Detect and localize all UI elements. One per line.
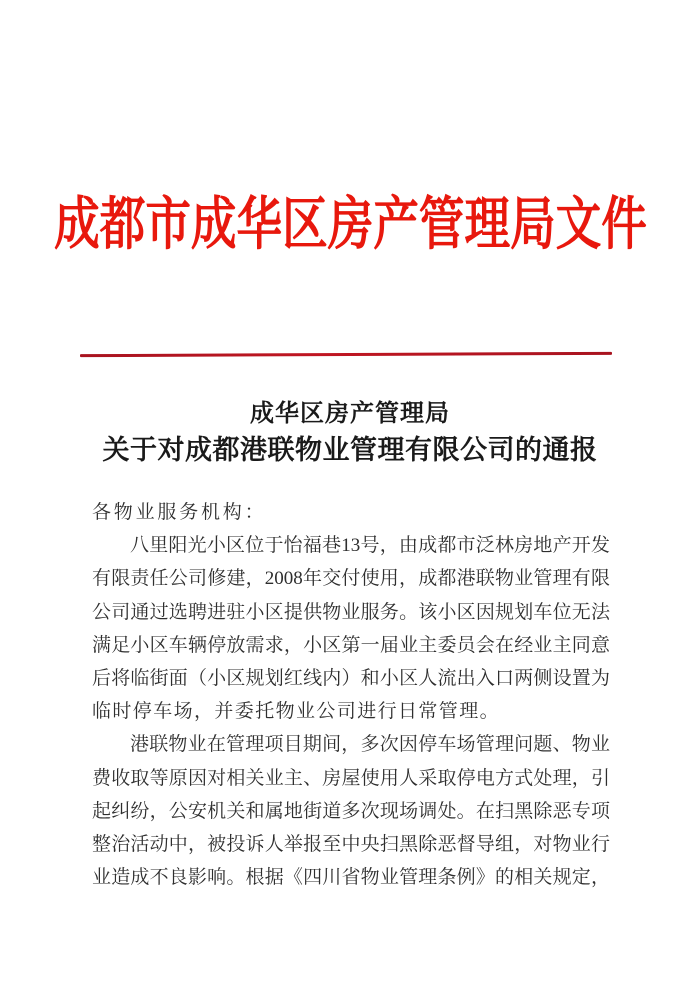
banner-title-text: 成都市成华区房产管理局文件 (53, 193, 647, 257)
body-line: 整治活动中，被投诉人举报至中央扫黑除恶督导组，对物业行 (92, 833, 610, 855)
body-line: 临时停车场，并委托物业公司进行日常管理。 (92, 701, 501, 723)
document-title-line2: 关于对成都港联物业管理有限公司的通报 (102, 435, 598, 465)
document-banner (0, 186, 700, 257)
salutation-line: 各物业服务机构： (92, 502, 267, 523)
body-line: 起纠纷，公安机关和属地街道多次现场调处。在扫黑除恶专项 (92, 800, 610, 822)
red-divider-line (80, 352, 612, 357)
body-line: 公司通过选聘进驻小区提供物业服务。该小区因规划车位无法 (92, 601, 610, 623)
body-line: 八里阳光小区位于怡福巷13号，由成都市泛林房地产开发 (130, 535, 610, 557)
body-line: 满足小区车辆停放需求，小区第一届业主委员会在经业主同意 (92, 634, 610, 656)
body-line: 港联物业在管理项目期间，多次因停车场管理问题、物业 (130, 734, 610, 756)
body-lines-container (92, 529, 610, 894)
document-title (0, 398, 700, 469)
body-line: 后将临街面（小区规划红线内）和小区人流出入口两侧设置为 (92, 667, 610, 689)
body-line: 有限责任公司修建，2008年交付使用，成都港联物业管理有限 (92, 568, 610, 590)
body-line: 业造成不良影响。根据《四川省物业管理条例》的相关规定， (92, 867, 610, 889)
document-body (92, 496, 610, 894)
document-title-line1: 成华区房产管理局 (250, 401, 450, 427)
body-line: 费收取等原因对相关业主、房屋使用人采取停电方式处理，引 (92, 767, 610, 789)
